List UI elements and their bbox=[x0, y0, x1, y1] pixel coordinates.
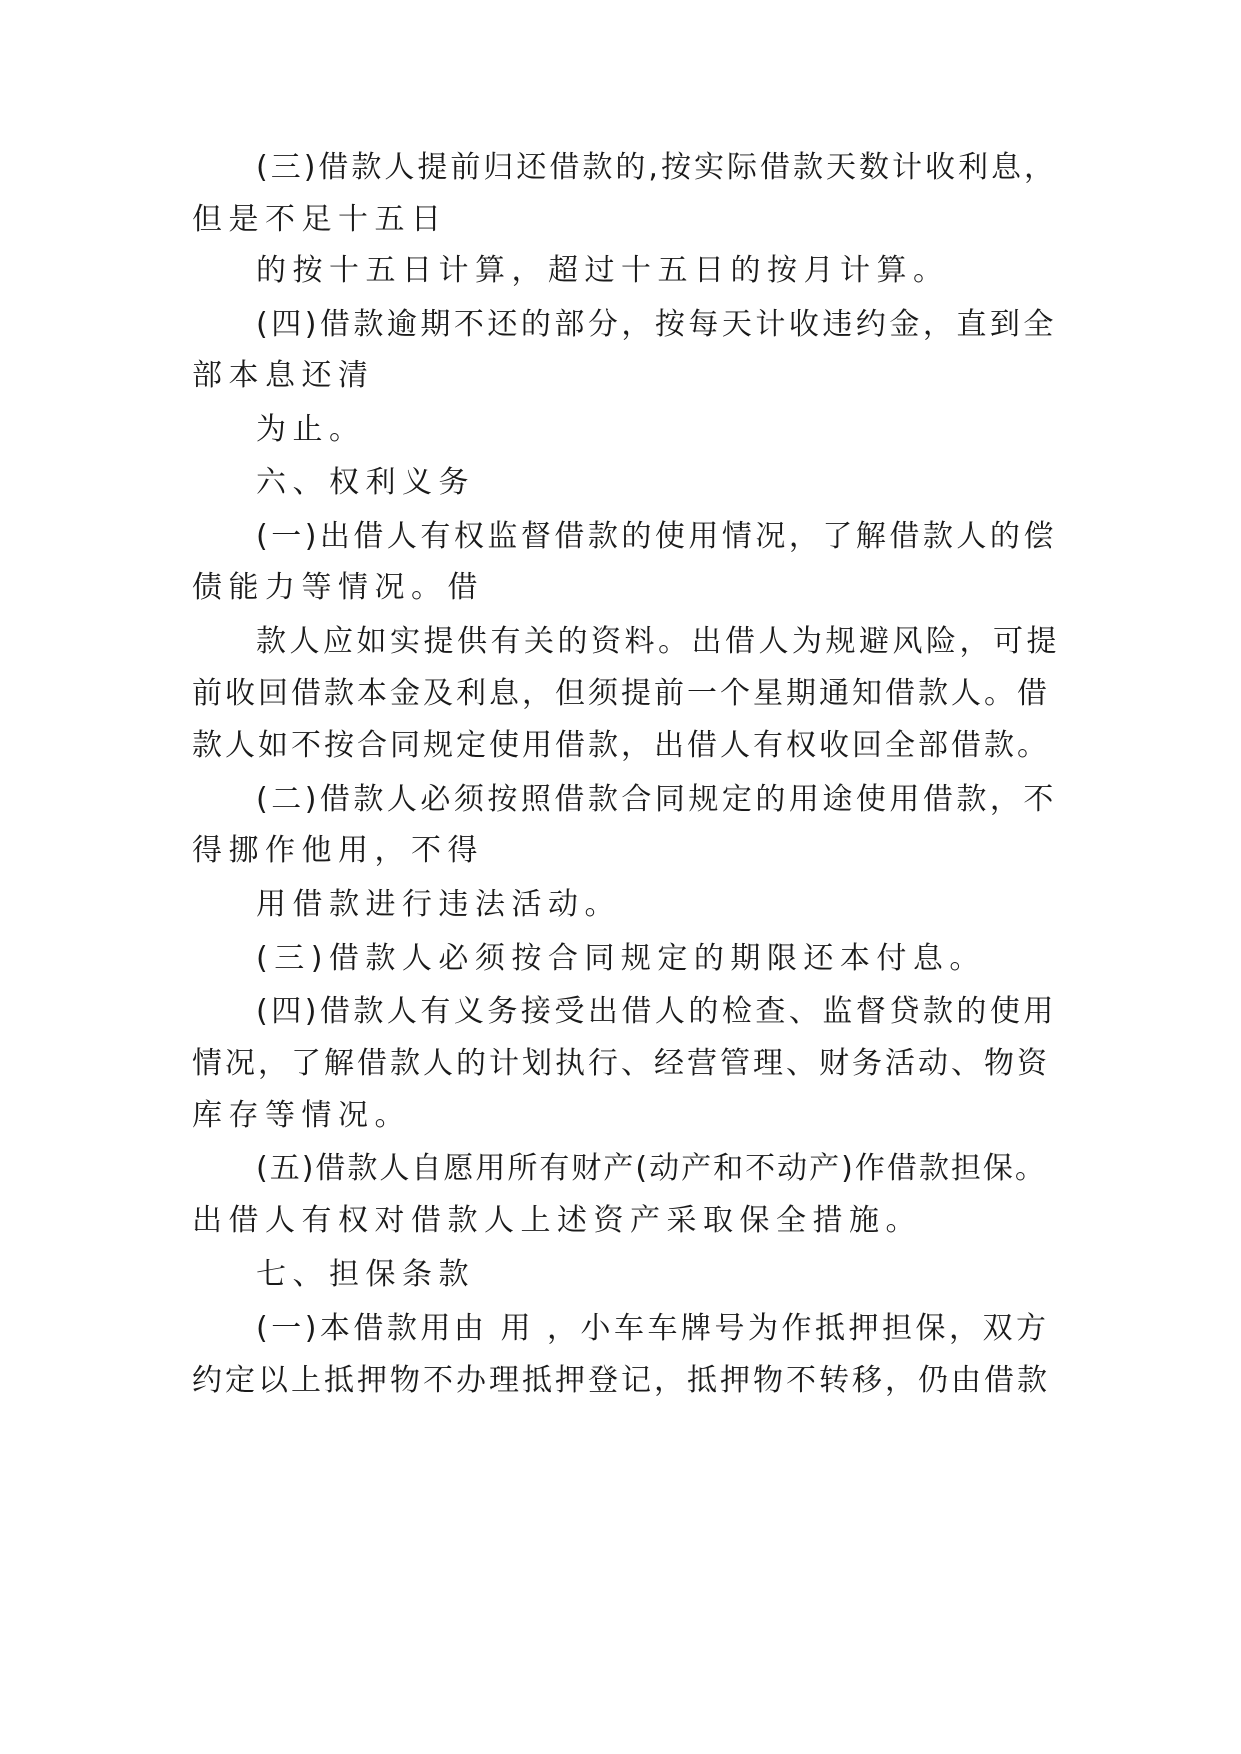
paragraph-line: 部本息还清 bbox=[192, 358, 375, 393]
paragraph-line: (三)借款人提前归还借款的,按实际借款天数计收利息， bbox=[256, 150, 1057, 185]
paragraph-line: (一)本借款用由 用 ，小车车牌号为作抵押担保，双方 bbox=[256, 1311, 1050, 1346]
paragraph-line: 约定以上抵押物不办理抵押登记，抵押物不转移，仍由借款 bbox=[192, 1363, 1050, 1398]
paragraph-line: (五)借款人自愿用所有财产(动产和不动产)作借款担保。 bbox=[256, 1151, 1047, 1186]
section-heading: 七、担保条款 bbox=[256, 1257, 475, 1292]
paragraph-line: 得挪作他用，不得 bbox=[192, 833, 484, 868]
paragraph-line: 情况，了解借款人的计划执行、经营管理、财务活动、物资 bbox=[192, 1046, 1050, 1081]
paragraph-line: (一)出借人有权监督借款的使用情况，了解借款人的偿 bbox=[256, 519, 1057, 554]
paragraph-line: (四)借款逾期不还的部分，按每天计收违约金，直到全 bbox=[256, 307, 1057, 342]
paragraph-line: 但是不足十五日 bbox=[192, 202, 448, 237]
paragraph-line: 用借款进行违法活动。 bbox=[256, 887, 621, 922]
paragraph-line: 的按十五日计算，超过十五日的按月计算。 bbox=[256, 253, 950, 288]
paragraph-line: (三)借款人必须按合同规定的期限还本付息。 bbox=[256, 941, 986, 976]
paragraph-line: 出借人有权对借款人上述资产采取保全措施。 bbox=[192, 1203, 922, 1238]
paragraph-line: 库存等情况。 bbox=[192, 1098, 411, 1133]
paragraph-line: 债能力等情况。借 bbox=[192, 570, 484, 605]
paragraph-line: 前收回借款本金及利息，但须提前一个星期通知借款人。借 bbox=[192, 676, 1050, 711]
paragraph-line: (二)借款人必须按照借款合同规定的用途使用借款，不 bbox=[256, 782, 1057, 817]
section-heading: 六、权利义务 bbox=[256, 465, 475, 500]
paragraph-line: (四)借款人有义务接受出借人的检查、监督贷款的使用 bbox=[256, 994, 1057, 1029]
paragraph-line: 款人如不按合同规定使用借款，出借人有权收回全部借款。 bbox=[192, 728, 1050, 763]
paragraph-line: 为止。 bbox=[256, 412, 366, 447]
paragraph-line: 款人应如实提供有关的资料。出借人为规避风险，可提 bbox=[256, 624, 1060, 659]
